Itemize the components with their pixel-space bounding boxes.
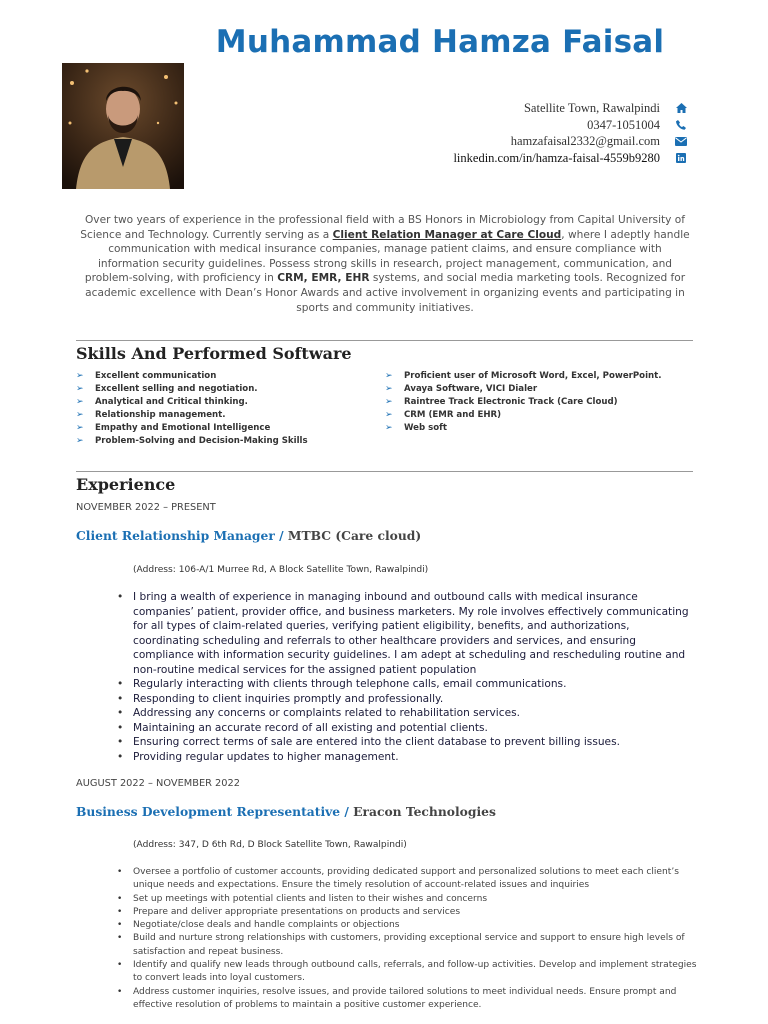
list-item: • Address customer inquiries, resolve issues, and provide tailored solutions to meet individual needs. Ensure prompt and effective resolution of problems to maintain a positive customer experience. (133, 986, 697, 1013)
skills-list-right (385, 370, 662, 435)
skill-label: Analytical and Critical thinking. (95, 396, 248, 407)
arrow-bullet-icon: ➢ (385, 422, 393, 433)
summary-role-link: Client Relation Manager at Care Cloud (332, 228, 562, 241)
list-item: • Prepare and deliver appropriate presentations on products and services (133, 906, 697, 919)
list-item: • I bring a wealth of experience in managing inbound and outbound calls with medical insurance companies’ patient, provider office, and business marketers. My role involves effectively communicating for all types of claim-related queries, verifying patient eligibility, benefits, and authorizations, coordinating scheduling and referrals to other healthcare providers and services, and ensuring compliance with information security guidelines. I am adept at scheduling and rescheduling routine and non-routine medical services for the assigned patient population (133, 590, 693, 677)
list-item: • Negotiate/close deals and handle complaints or objections (133, 919, 697, 932)
job-address: (Address: 106-A/1 Murree Rd, A Block Satellite Town, Rawalpindi) (133, 565, 429, 575)
job-role: Client Relationship Manager / (76, 528, 284, 543)
skill-item (76, 435, 308, 448)
resume-name: Muhammad Hamza Faisal (215, 24, 665, 60)
job-address: (Address: 347, D 6th Rd, D Block Satellite Town, Rawalpindi) (133, 840, 407, 850)
job-bullets (100, 866, 697, 1012)
contact-address-row (453, 100, 688, 117)
section-divider (76, 471, 693, 472)
contact-linkedin-row (453, 150, 688, 167)
list-item: • Addressing any concerns or complaints related to rehabilitation services. (133, 706, 693, 721)
job-dates: NOVEMBER 2022 – PRESENT (76, 502, 216, 513)
skill-label: Relationship management. (95, 409, 226, 420)
arrow-bullet-icon: ➢ (76, 422, 84, 433)
list-item: • Maintaining an accurate record of all existing and potential clients. (133, 721, 693, 736)
software-label: Avaya Software, VICI Dialer (404, 383, 538, 394)
software-label: Raintree Track Electronic Track (Care Cloud) (404, 396, 618, 407)
skill-label: Empathy and Emotional Intelligence (95, 422, 271, 433)
experience-section-title: Experience (76, 475, 176, 494)
contact-email-row (453, 133, 688, 150)
summary-text-3: systems, and social media marketing tools. Recognized for academic excellence with Dean’s Honor Awards and active involvement in organizing events and participating in sports and community initiatives. (85, 272, 686, 314)
list-item: • Build and nurture strong relationships with customers, providing exceptional service and support to ensure high levels of satisfaction and repeat business. (133, 932, 697, 959)
skills-section-title: Skills And Performed Software (76, 344, 352, 363)
skill-label: Problem-Solving and Decision-Making Skills (95, 435, 308, 446)
software-item (385, 383, 662, 396)
software-label: Proficient user of Microsoft Word, Excel, PowerPoint. (404, 371, 662, 381)
list-item: • Ensuring correct terms of sale are entered into the client database to prevent billing issues. (133, 735, 693, 750)
skill-label: Excellent selling and negotiation. (95, 383, 258, 394)
arrow-bullet-icon: ➢ (385, 409, 393, 420)
arrow-bullet-icon: ➢ (385, 383, 393, 394)
software-label: CRM (EMR and EHR) (404, 409, 502, 420)
job-heading (76, 528, 421, 543)
list-item: • Oversee a portfolio of customer accounts, providing dedicated support and personalized solutions to meet each client’s unique needs and expectations. Ensure the timely resolution of account-related issues and inquiries (133, 866, 697, 893)
software-item (385, 422, 662, 435)
job-company: Eracon Technologies (353, 804, 496, 819)
skill-item (76, 396, 308, 409)
list-item: • Providing regular updates to higher management. (133, 750, 693, 765)
profile-photo-illustration (62, 63, 184, 189)
skill-item (76, 422, 308, 435)
list-item: • Identify and qualify new leads through outbound calls, referrals, and follow-up activities. Develop and implement strategies to convert leads into loyal customers. (133, 959, 697, 986)
job-role: Business Development Representative / (76, 804, 349, 819)
summary-text-2: , where I adeptly handle communication with medical insurance companies, manage patient claims, and ensure compliance with information security guidelines. Possess strong skills in research, project management, communication, and problem-solving, with proficiency in (84, 228, 690, 285)
contact-phone-row (453, 117, 688, 134)
arrow-bullet-icon: ➢ (76, 396, 84, 407)
linkedin-icon (674, 153, 688, 163)
profile-photo (62, 63, 184, 189)
arrow-bullet-icon: ➢ (76, 383, 84, 394)
contact-linkedin[interactable]: linkedin.com/in/hamza-faisal-4559b9280 (453, 150, 660, 165)
arrow-bullet-icon: ➢ (76, 409, 84, 420)
phone-icon (674, 120, 688, 130)
list-item: • Regularly interacting with clients through telephone calls, email communications. (133, 677, 693, 692)
skill-item (76, 409, 308, 422)
home-icon (674, 103, 688, 113)
contact-block (453, 100, 688, 166)
email-icon (674, 137, 688, 146)
arrow-bullet-icon: ➢ (76, 371, 84, 381)
contact-phone: 0347-1051004 (587, 117, 660, 132)
job-heading (76, 804, 496, 819)
skill-item (76, 383, 308, 396)
profile-summary (76, 213, 694, 315)
summary-text-1: Over two years of experience in the professional field with a BS Honors in Microbiology from Capital University of Science and Technology. Currently serving as a (80, 214, 686, 241)
arrow-bullet-icon: ➢ (385, 371, 393, 381)
contact-address: Satellite Town, Rawalpindi (523, 101, 660, 115)
contact-email[interactable]: hamzafaisal2332@gmail.com (510, 134, 660, 148)
skill-item (76, 370, 308, 383)
job-company: MTBC (Care cloud) (287, 528, 422, 543)
arrow-bullet-icon: ➢ (385, 396, 393, 407)
software-label: Web soft (404, 422, 448, 433)
job-bullets (100, 590, 693, 765)
software-item (385, 409, 662, 422)
section-divider (76, 340, 693, 341)
list-item: • Set up meetings with potential clients and listen to their wishes and concerns (133, 893, 697, 906)
software-item (385, 396, 662, 409)
summary-bold-systems: CRM, EMR, EHR (277, 272, 370, 285)
skills-list-left (76, 370, 308, 447)
skill-label: Excellent communication (95, 371, 217, 381)
arrow-bullet-icon: ➢ (76, 435, 84, 446)
software-item (385, 370, 662, 383)
job-dates: AUGUST 2022 – NOVEMBER 2022 (76, 778, 240, 789)
list-item: • Responding to client inquiries promptly and professionally. (133, 692, 693, 707)
